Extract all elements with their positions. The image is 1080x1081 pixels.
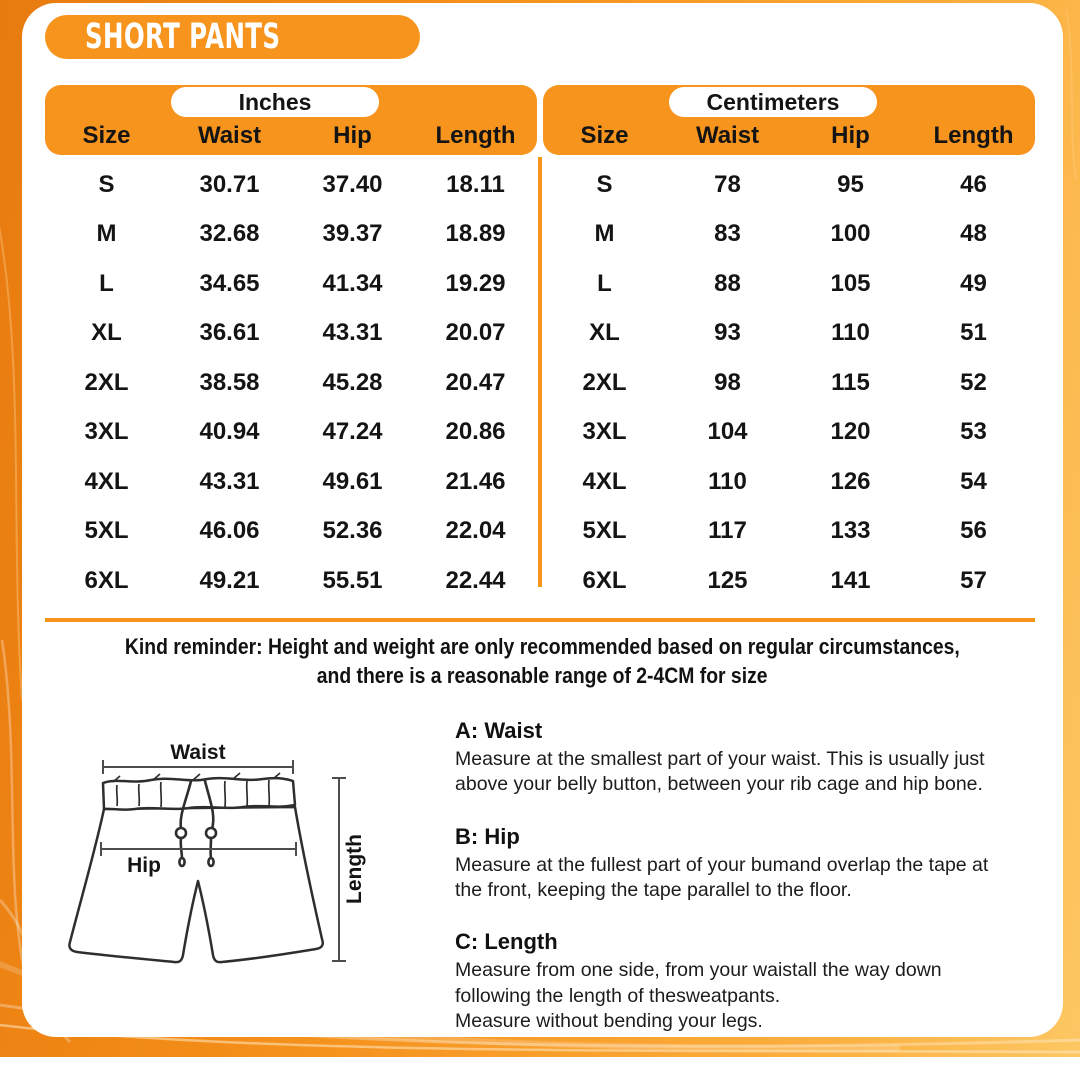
- table-cell: 30.71: [199, 170, 260, 198]
- table-body: [543, 160, 1035, 606]
- table-cell: 2XL: [84, 368, 129, 396]
- table-cell: 126: [830, 467, 871, 495]
- table-cell: 115: [831, 368, 870, 396]
- table-cell: M: [96, 220, 117, 248]
- table-row: [45, 160, 537, 210]
- table-row: [543, 210, 1035, 260]
- table-cell: 39.37: [322, 220, 383, 248]
- table-cell: 2XL: [582, 368, 627, 396]
- table-cell: 48: [960, 220, 987, 248]
- col-size: Size: [82, 122, 131, 149]
- length-dimension-label: Length: [343, 834, 366, 904]
- instruction-heading: A: Waist: [455, 718, 543, 743]
- table-cell: 88: [714, 269, 741, 297]
- table-cell: 117: [708, 517, 747, 545]
- table-cell: 22.44: [445, 566, 506, 594]
- content-card: [22, 3, 1063, 1037]
- inches-header-bar: [45, 85, 537, 155]
- table-cell: 34.65: [199, 269, 260, 297]
- table-row: [543, 408, 1035, 458]
- reminder-line-1: Kind reminder: Height and weight are only recommended based on regular circumstances,: [125, 634, 960, 659]
- table-cell: 133: [830, 517, 871, 545]
- table-cell: 5XL: [582, 517, 627, 545]
- table-cell: 104: [707, 418, 748, 446]
- table-row: [543, 507, 1035, 557]
- table-cell: 3XL: [84, 418, 129, 446]
- col-waist: Waist: [695, 122, 760, 149]
- table-cell: 56: [960, 517, 987, 545]
- instruction-body: Measure from one side, from your waistall the way down following the length of thesweatpants.: [455, 959, 942, 1007]
- col-length: Length: [933, 122, 1014, 149]
- table-cell: 21.46: [445, 467, 506, 495]
- centimeters-table: [543, 3, 1035, 623]
- table-cell: XL: [91, 319, 122, 347]
- instruction-body: Measure at the smallest part of your waist. This is usually just above your belly button, between your rib cage and hip bone.: [455, 748, 985, 796]
- centimeters-unit-pill: [669, 87, 877, 117]
- table-row: [543, 556, 1035, 606]
- table-row: [543, 259, 1035, 309]
- table-cell: 18.89: [445, 220, 506, 248]
- instruction-heading: B: Hip: [455, 823, 520, 849]
- table-cell: 57: [960, 566, 987, 594]
- centimeters-header-bar: [543, 85, 1035, 155]
- table-cell: 49: [960, 269, 987, 297]
- table-cell: 20.07: [445, 319, 506, 347]
- table-row: [45, 507, 537, 557]
- measurement-instructions: [455, 718, 1013, 1060]
- table-cell: 20.86: [445, 418, 506, 446]
- table-cell: 98: [714, 368, 741, 396]
- instruction-body: Measure at the fullest part of your bumand overlap the tape at the front, keeping the tape parallel to the floor.: [455, 853, 989, 902]
- col-hip: Hip: [831, 122, 870, 149]
- hip-dimension-label: Hip: [127, 854, 161, 877]
- section-divider: [538, 157, 542, 587]
- col-waist: Waist: [197, 122, 262, 149]
- table-row: [45, 358, 537, 408]
- table-cell: 110: [831, 319, 870, 347]
- table-cell: 3XL: [582, 418, 627, 446]
- table-cell: 83: [714, 220, 741, 248]
- table-cell: 100: [830, 220, 871, 248]
- table-cell: 19.29: [445, 269, 506, 297]
- table-row: [543, 358, 1035, 408]
- table-cell: 49.21: [199, 566, 260, 594]
- instruction-waist: [455, 718, 1013, 798]
- table-cell: 6XL: [582, 566, 627, 594]
- table-row: [45, 259, 537, 309]
- table-cell: 6XL: [84, 566, 129, 594]
- inches-table: [45, 3, 537, 623]
- table-cell: L: [597, 269, 612, 297]
- table-cell: 5XL: [84, 517, 129, 545]
- table-cell: 141: [830, 566, 871, 594]
- table-cell: 120: [830, 418, 871, 446]
- table-row: [45, 210, 537, 260]
- table-cell: 46.06: [199, 517, 260, 545]
- shorts-outline-icon: [69, 778, 322, 962]
- column-headers: [543, 122, 1035, 150]
- table-cell: 32.68: [199, 220, 260, 248]
- table-cell: M: [594, 220, 615, 248]
- table-row: [45, 457, 537, 507]
- column-headers: [45, 122, 537, 150]
- table-bottom-rule: [45, 618, 1035, 622]
- table-row: [543, 309, 1035, 359]
- table-cell: 47.24: [322, 418, 383, 446]
- table-cell: 110: [708, 467, 747, 495]
- shorts-diagram: [55, 719, 450, 1019]
- table-cell: 4XL: [582, 467, 627, 495]
- table-cell: 43.31: [199, 467, 260, 495]
- table-row: [543, 160, 1035, 210]
- table-cell: 125: [707, 566, 748, 594]
- table-cell: 52: [960, 368, 987, 396]
- table-cell: S: [98, 170, 115, 198]
- table-cell: 52.36: [322, 517, 383, 545]
- instruction-body-2: Measure without bending your legs.: [455, 1010, 763, 1033]
- reminder-note: [22, 632, 1063, 690]
- table-cell: 95: [837, 170, 864, 198]
- col-length: Length: [435, 122, 516, 149]
- table-row: [45, 556, 537, 606]
- table-cell: 53: [960, 418, 987, 446]
- table-cell: 51: [960, 319, 987, 347]
- table-cell: 40.94: [199, 418, 260, 446]
- table-cell: 38.58: [199, 368, 260, 396]
- table-body: [45, 160, 537, 606]
- table-cell: 20.47: [445, 368, 506, 396]
- table-cell: S: [596, 170, 613, 198]
- reminder-line-2: and there is a reasonable range of 2-4CM for size: [317, 663, 768, 689]
- table-cell: 43.31: [322, 319, 383, 347]
- table-cell: 4XL: [84, 467, 129, 495]
- table-cell: 41.34: [322, 269, 383, 297]
- instruction-heading: C: Length: [455, 929, 558, 955]
- table-row: [45, 309, 537, 359]
- inches-unit-pill: [171, 87, 379, 117]
- table-cell: L: [99, 269, 114, 297]
- instruction-hip: [455, 824, 1013, 904]
- col-size: Size: [580, 122, 629, 149]
- waist-dimension-label: Waist: [170, 741, 226, 764]
- table-cell: 22.04: [445, 517, 506, 545]
- page-title: SHORT PANTS: [85, 17, 281, 57]
- table-cell: 78: [714, 170, 741, 198]
- table-cell: 54: [960, 467, 987, 495]
- col-hip: Hip: [333, 122, 372, 149]
- table-cell: 36.61: [199, 319, 260, 347]
- instruction-length: [455, 929, 1013, 1034]
- table-cell: 49.61: [322, 467, 383, 495]
- table-cell: 37.40: [322, 170, 383, 198]
- table-cell: 105: [830, 269, 871, 297]
- unit-label: Inches: [238, 88, 312, 115]
- table-cell: 55.51: [322, 566, 383, 594]
- table-cell: XL: [589, 319, 620, 347]
- unit-label: Centimeters: [706, 88, 840, 115]
- table-cell: 18.11: [446, 170, 505, 198]
- table-cell: 93: [714, 319, 741, 347]
- table-cell: 45.28: [322, 368, 383, 396]
- table-cell: 46: [960, 170, 987, 198]
- table-row: [45, 408, 537, 458]
- table-row: [543, 457, 1035, 507]
